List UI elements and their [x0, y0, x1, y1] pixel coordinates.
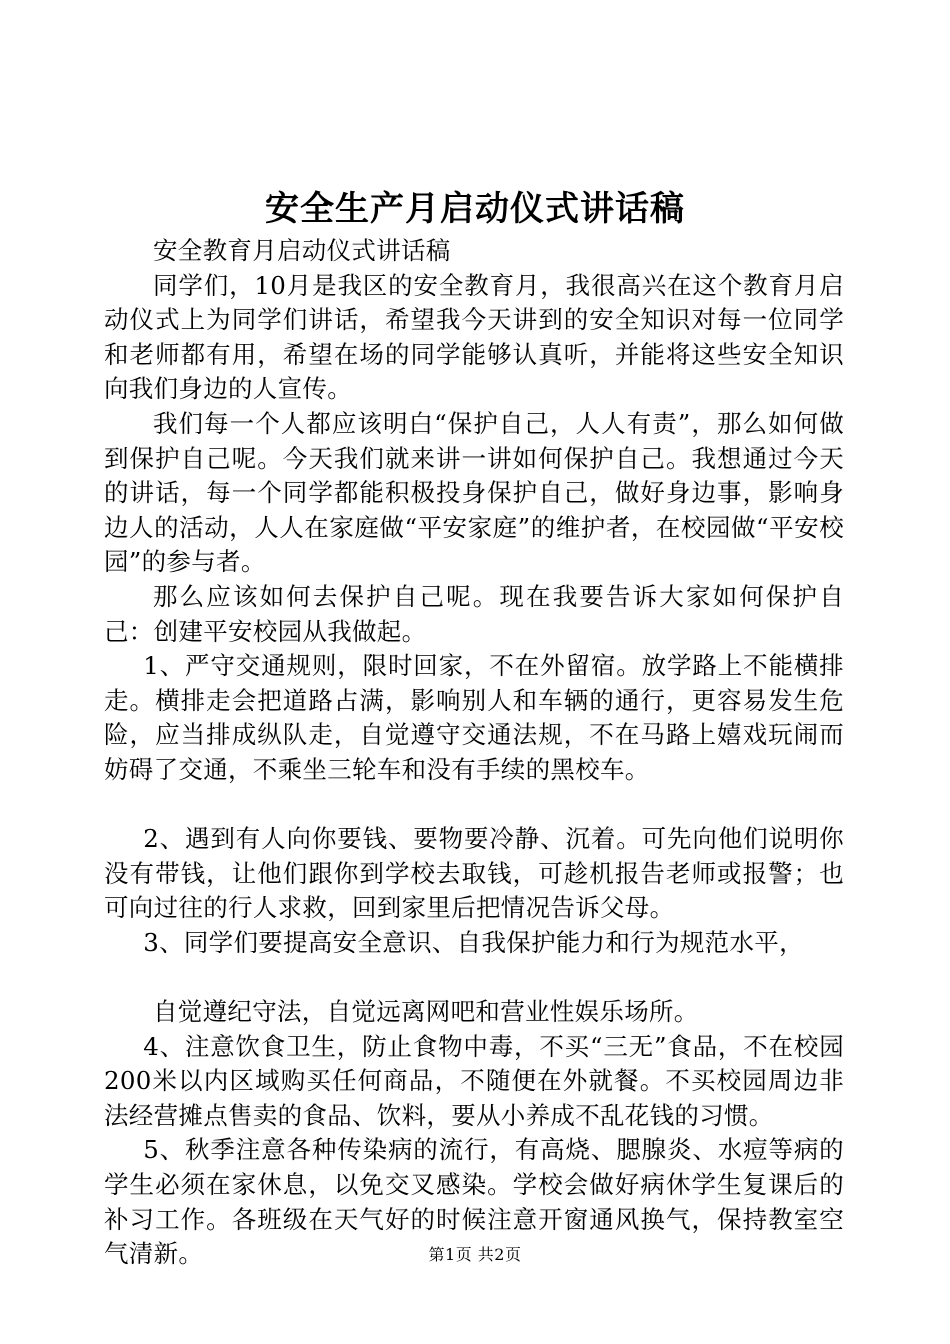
paragraph-gap — [104, 960, 844, 995]
paragraph-gap — [104, 788, 844, 823]
document-title: 安全生产月启动仪式讲话稿 — [265, 189, 685, 229]
paragraph-intro: 同学们，10月是我区的安全教育月，我很高兴在这个教育月启动仪式上为同学们讲话，希望我今天讲到的安全知识对每一位同学和老师都有用，希望在场的同学能够认真听，并能将这些安全知识向我们身边的人宣传。 — [104, 270, 844, 404]
subtitle-line: 安全教育月启动仪式讲话稿 — [153, 236, 451, 265]
paragraph-item-1: 1、严守交通规则，限时回家，不在外留宿。放学路上不能横排走。横排走会把道路占满，影响别人和车辆的通行，更容易发生危险，应当排成纵队走，自觉遵守交通法规，不在马路上嬉戏玩闹而妨碍了交通，不乘坐三轮车和没有手续的黑校车。 — [104, 651, 844, 784]
paragraph-item-4: 4、注意饮食卫生，防止食物中毒，不买“三无”食品，不在校园200米以内区域购买任何商品，不随便在外就餐。不买校园周边非法经营摊点售卖的食品、饮料，要从小养成不乱花钱的习惯。 — [104, 1031, 844, 1130]
paragraph-protect-self: 我们每一个人都应该明白“保护自己，人人有责”，那么如何做到保护自己呢。今天我们就来讲一讲如何保护自己。我想通过今天的讲话，每一个同学都能积极投身保护自己，做好身边事，影响身边人的活动，人人在家庭做“平安家庭”的维护者，在校园做“平安校园”的参与者。 — [104, 408, 844, 577]
page-indicator: 第1页 共2页 — [428, 1245, 522, 1264]
paragraph-item-3-continued: 自觉遵纪守法，自觉远离网吧和营业性娱乐场所。 — [153, 997, 699, 1027]
paragraph-how-to: 那么应该如何去保护自己呢。现在我要告诉大家如何保护自己：创建平安校园从我做起。 — [104, 581, 844, 646]
paragraph-item-5: 5、秋季注意各种传染病的流行，有高烧、腮腺炎、水痘等病的学生必须在家休息，以免交叉感染。学校会做好病休学生复课后的补习工作。各班级在天气好的时候注意开窗通风换气，保持教室空气清新。 — [104, 1135, 844, 1269]
paragraph-item-2: 2、遇到有人向你要钱、要物要冷静、沉着。可先向他们说明你没有带钱，让他们跟你到学校去取钱，可趁机报告老师或报警；也可向过往的行人求救，回到家里后把情况告诉父母。 — [104, 824, 844, 923]
document-body — [104, 234, 844, 1272]
paragraph-item-3: 3、同学们要提高安全意识、自我保护能力和行为规范水平， — [143, 927, 804, 957]
